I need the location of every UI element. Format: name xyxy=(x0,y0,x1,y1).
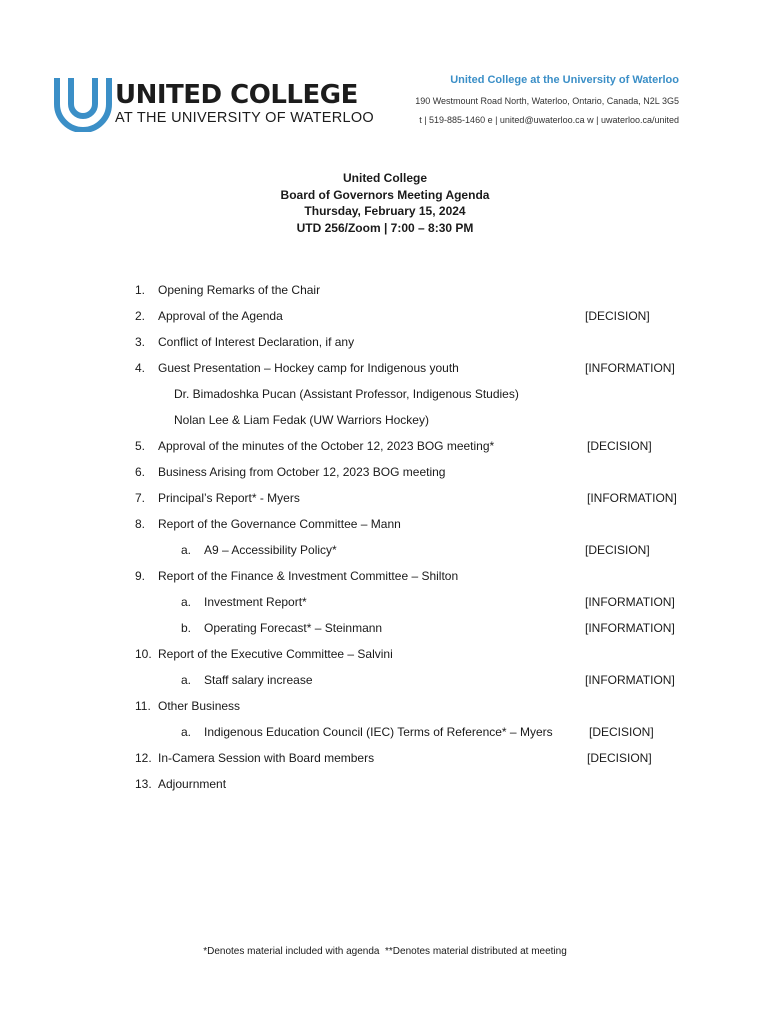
org-name: United College at the University of Waterloo xyxy=(450,74,679,86)
org-contact-line: t | 519-885-1460 e | united@uwaterloo.ca w | uwaterloo.ca/united xyxy=(419,115,679,125)
item-number: 2. xyxy=(135,309,146,323)
subitem-text: Indigenous Education Council (IEC) Terms of Reference* – Myers xyxy=(204,725,553,739)
footnote-meeting-material: **Denotes material distributed at meeting xyxy=(385,946,567,957)
item-tag: [DECISION] xyxy=(589,725,654,739)
org-address: 190 Westmount Road North, Waterloo, Ontario, Canada, N2L 3G5 xyxy=(415,96,679,106)
subitem-text: Operating Forecast* – Steinmann xyxy=(204,621,383,635)
subitem-letter: b. xyxy=(181,621,192,635)
footnote xyxy=(0,946,770,957)
item-text: Approval of the minutes of the October 12, 2023 BOG meeting* xyxy=(158,439,495,453)
item-text: Guest Presentation – Hockey camp for Indigenous youth xyxy=(158,361,459,375)
presenter-text: Dr. Bimadoshka Pucan (Assistant Professor, Indigenous Studies) xyxy=(174,387,519,401)
heading-line-2: Board of Governors Meeting Agenda xyxy=(280,187,490,202)
agenda-heading xyxy=(0,170,770,236)
item-tag: [INFORMATION] xyxy=(585,673,675,687)
item-text: Report of the Governance Committee – Mann xyxy=(158,517,401,531)
item-tag: [DECISION] xyxy=(587,439,652,453)
item-number: 10. xyxy=(135,647,152,661)
item-number: 5. xyxy=(135,439,146,453)
item-number: 4. xyxy=(135,361,146,375)
item-text: Business Arising from October 12, 2023 BOG meeting xyxy=(158,465,446,479)
item-text: Adjournment xyxy=(158,777,227,791)
item-number: 3. xyxy=(135,335,146,349)
item-tag: [DECISION] xyxy=(585,309,650,323)
item-text: In-Camera Session with Board members xyxy=(158,751,375,765)
item-number: 1. xyxy=(135,283,146,297)
item-number: 6. xyxy=(135,465,146,479)
subitem-text: A9 – Accessibility Policy* xyxy=(204,543,337,557)
item-tag: [DECISION] xyxy=(587,751,652,765)
item-number: 12. xyxy=(135,751,152,765)
item-tag: [INFORMATION] xyxy=(585,361,675,375)
item-tag: [INFORMATION] xyxy=(585,621,675,635)
subitem-letter: a. xyxy=(181,595,192,609)
subitem-letter: a. xyxy=(181,673,192,687)
footnote-agenda-material: *Denotes material included with agenda xyxy=(203,946,380,957)
item-number: 7. xyxy=(135,491,146,505)
guests-text: Nolan Lee & Liam Fedak (UW Warriors Hockey) xyxy=(174,413,429,427)
item-text: Opening Remarks of the Chair xyxy=(158,283,321,297)
item-text: Report of the Executive Committee – Salvini xyxy=(158,647,393,661)
item-text: Principal’s Report* - Myers xyxy=(158,491,300,505)
item-text: Approval of the Agenda xyxy=(158,309,283,323)
item-tag: [INFORMATION] xyxy=(587,491,677,505)
logo-subtitle: AT THE UNIVERSITY OF WATERLOO xyxy=(115,110,374,126)
heading-line-4: UTD 256/Zoom | 7:00 – 8:30 PM xyxy=(296,220,474,235)
subitem-letter: a. xyxy=(181,543,192,557)
item-text: Conflict of Interest Declaration, if any xyxy=(158,335,355,349)
item-tag: [INFORMATION] xyxy=(585,595,675,609)
item-number: 13. xyxy=(135,777,152,791)
subitem-letter: a. xyxy=(181,725,192,739)
item-number: 8. xyxy=(135,517,146,531)
subitem-text: Investment Report* xyxy=(204,595,307,609)
item-number: 11. xyxy=(135,699,151,713)
item-tag: [DECISION] xyxy=(585,543,650,557)
logo-title: UNITED COLLEGE xyxy=(115,80,358,110)
item-text: Other Business xyxy=(158,699,241,713)
item-number: 9. xyxy=(135,569,146,583)
heading-line-1: United College xyxy=(342,171,427,185)
heading-line-3: Thursday, February 15, 2024 xyxy=(304,204,466,218)
subitem-text: Staff salary increase xyxy=(204,673,313,687)
item-text: Report of the Finance & Investment Committee – Shilton xyxy=(158,569,459,583)
